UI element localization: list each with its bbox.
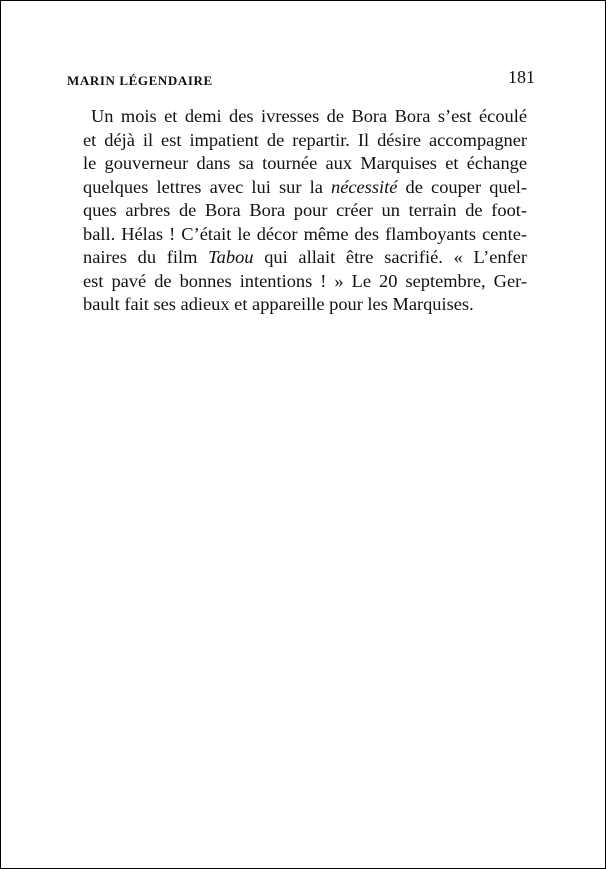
text-segment: qui allait être sacrifié. « L’enfer — [253, 247, 527, 267]
text-segment: ques arbres de Bora Bora pour créer un terrain de foot- — [83, 200, 527, 220]
text-segment: ball. Hélas ! C’était le décor même des flamboyants cente- — [83, 223, 527, 244]
text-line — [83, 246, 527, 270]
text-segment: bault fait ses adieux et appareille pour les Marquises. — [83, 294, 474, 314]
text-line — [83, 270, 527, 294]
text-segment: et déjà il est impatient de repartir. Il désire accompagner — [83, 129, 527, 150]
italic-text: Tabou — [208, 247, 254, 267]
text-segment: quelques lettres avec lui sur la — [83, 176, 331, 197]
text-segment: Un mois et demi des ivresses de Bora Bora s’est écoulé — [91, 106, 527, 126]
text-line — [83, 129, 527, 153]
text-segment: naires du film — [83, 247, 209, 267]
text-line — [83, 105, 527, 129]
text-segment: de couper quel- — [397, 176, 527, 197]
page-number: 181 — [508, 67, 535, 87]
text-line — [83, 152, 527, 176]
text-segment: est pavé de bonnes intentions ! » Le 20 septembre, Ger- — [83, 270, 527, 291]
body-paragraph — [83, 105, 527, 317]
italic-text: nécessité — [331, 176, 398, 197]
text-line — [83, 176, 527, 200]
text-line — [83, 199, 527, 223]
text-line — [83, 293, 527, 317]
text-line — [83, 223, 527, 247]
text-segment: le gouverneur dans sa tournée aux Marquises et échange — [83, 153, 527, 173]
running-head: MARIN LÉGENDAIRE — [67, 73, 213, 88]
